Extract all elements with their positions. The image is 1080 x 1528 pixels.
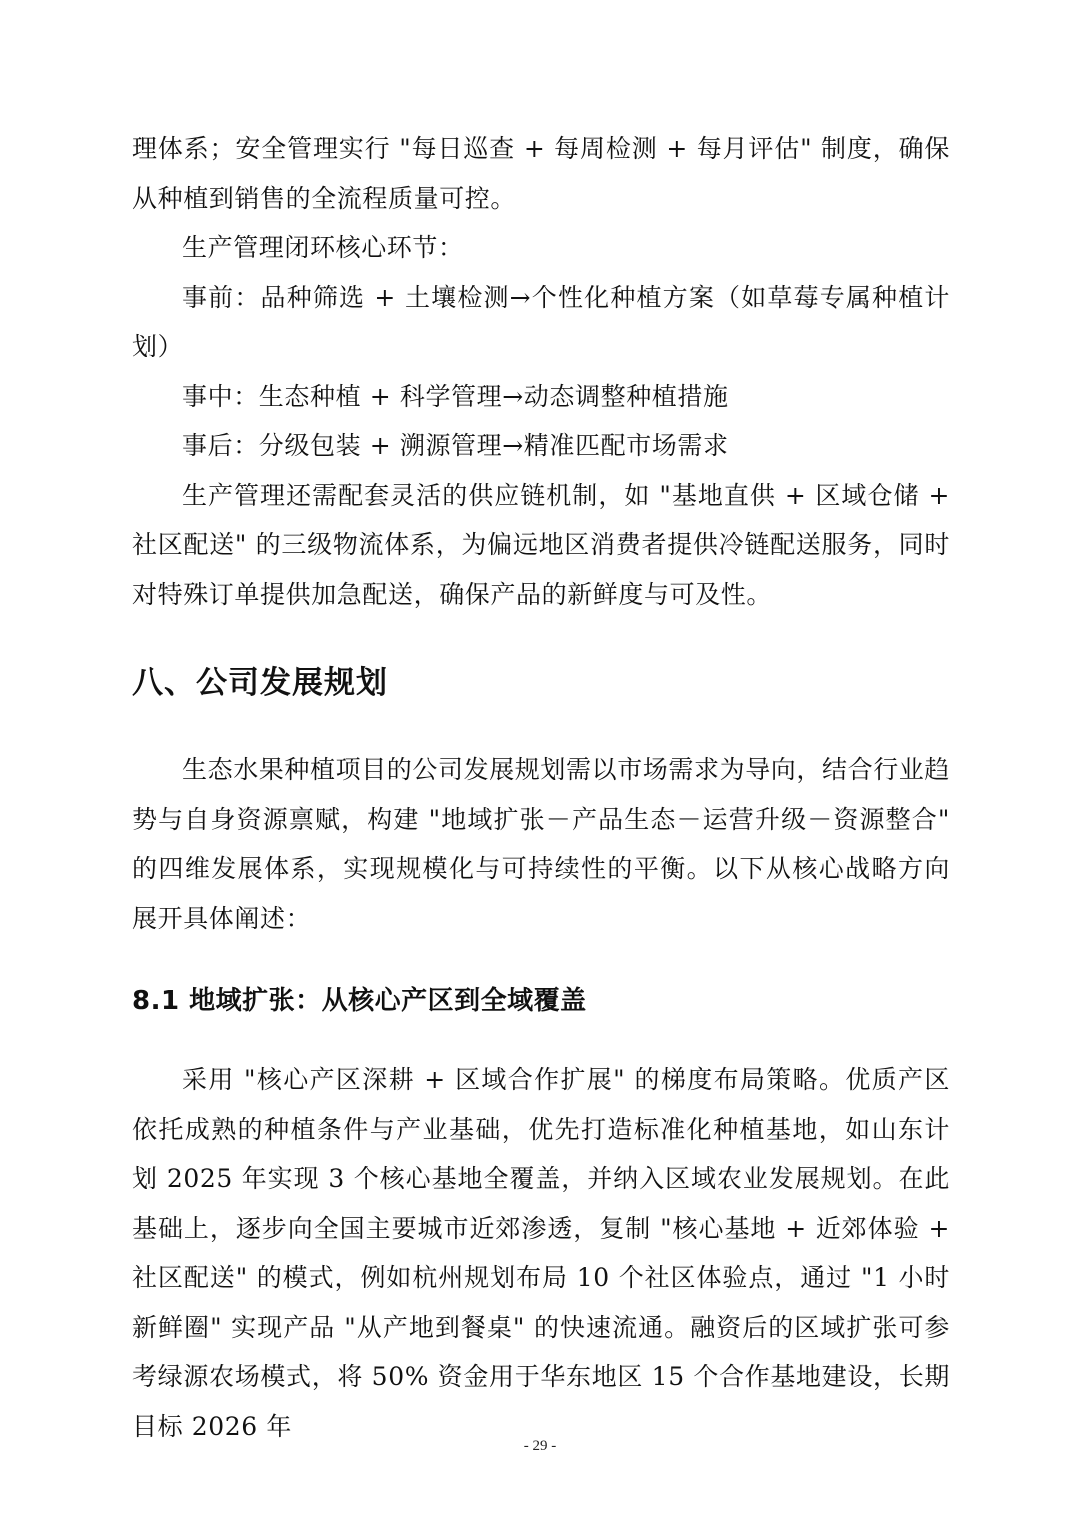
- loop-item-before: 事前：品种筛选 + 土壤检测→个性化种植方案（如草莓专属种植计划）: [132, 282, 950, 361]
- section-intro-paragraph: 生态水果种植项目的公司发展规划需以市场需求为导向，结合行业趋势与自身资源禀赋，构建 "地域扩张－产品生态－运营升级－资源整合" 的四维发展体系，实现规模化与可持续性的平衡。以下从核心战略方向展开具体阐述：: [132, 755, 951, 933]
- supply-chain-paragraph: 生产管理还需配套灵活的供应链机制，如 "基地直供 + 区域仓储 + 社区配送" 的三级物流体系，为偏远地区消费者提供冷链配送服务，同时对特殊订单提供加急配送，确保产品的新鲜度与可及性。: [132, 480, 950, 609]
- continued-paragraph: 理体系；安全管理实行 "每日巡查 + 每周检测 + 每月评估" 制度，确保从种植到销售的全流程质量可控。: [132, 134, 950, 213]
- loop-item-during: 事中：生态种植 + 科学管理→动态调整种植措施: [182, 381, 729, 411]
- page-content: [132, 124, 950, 1451]
- loop-item-after: 事后：分级包装 + 溯源管理→精准匹配市场需求: [182, 431, 729, 460]
- subsection-heading: 8.1 地域扩张：从核心产区到全域覆盖: [132, 986, 587, 1016]
- loop-title: 生产管理闭环核心环节：: [182, 233, 464, 262]
- subsection-paragraph: 采用 "核心产区深耕 + 区域合作扩展" 的梯度布局策略。优质产区依托成熟的种植条件与产业基础，优先打造标准化种植基地，如山东计划 2025 年实现 3 个核心基地全覆盖，并纳入区域农业发展规划。在此基础上，逐步向全国主要城市近郊渗透，复制 "核心基地 + 近郊体验 + 社区配送" 的模式，例如杭州规划布局 10 个社区体验点，通过 "1 小时新鲜圈" 实现产品 "从产地到餐桌" 的快速流通。融资后的区域扩张可参考绿源农场模式，将 50% 资金用于华东地区 15 个合作基地建设，长期目标 2026 年: [132, 1065, 950, 1441]
- page-number: - 29 -: [523, 1438, 557, 1454]
- section-heading: 八、公司发展规划: [132, 665, 388, 701]
